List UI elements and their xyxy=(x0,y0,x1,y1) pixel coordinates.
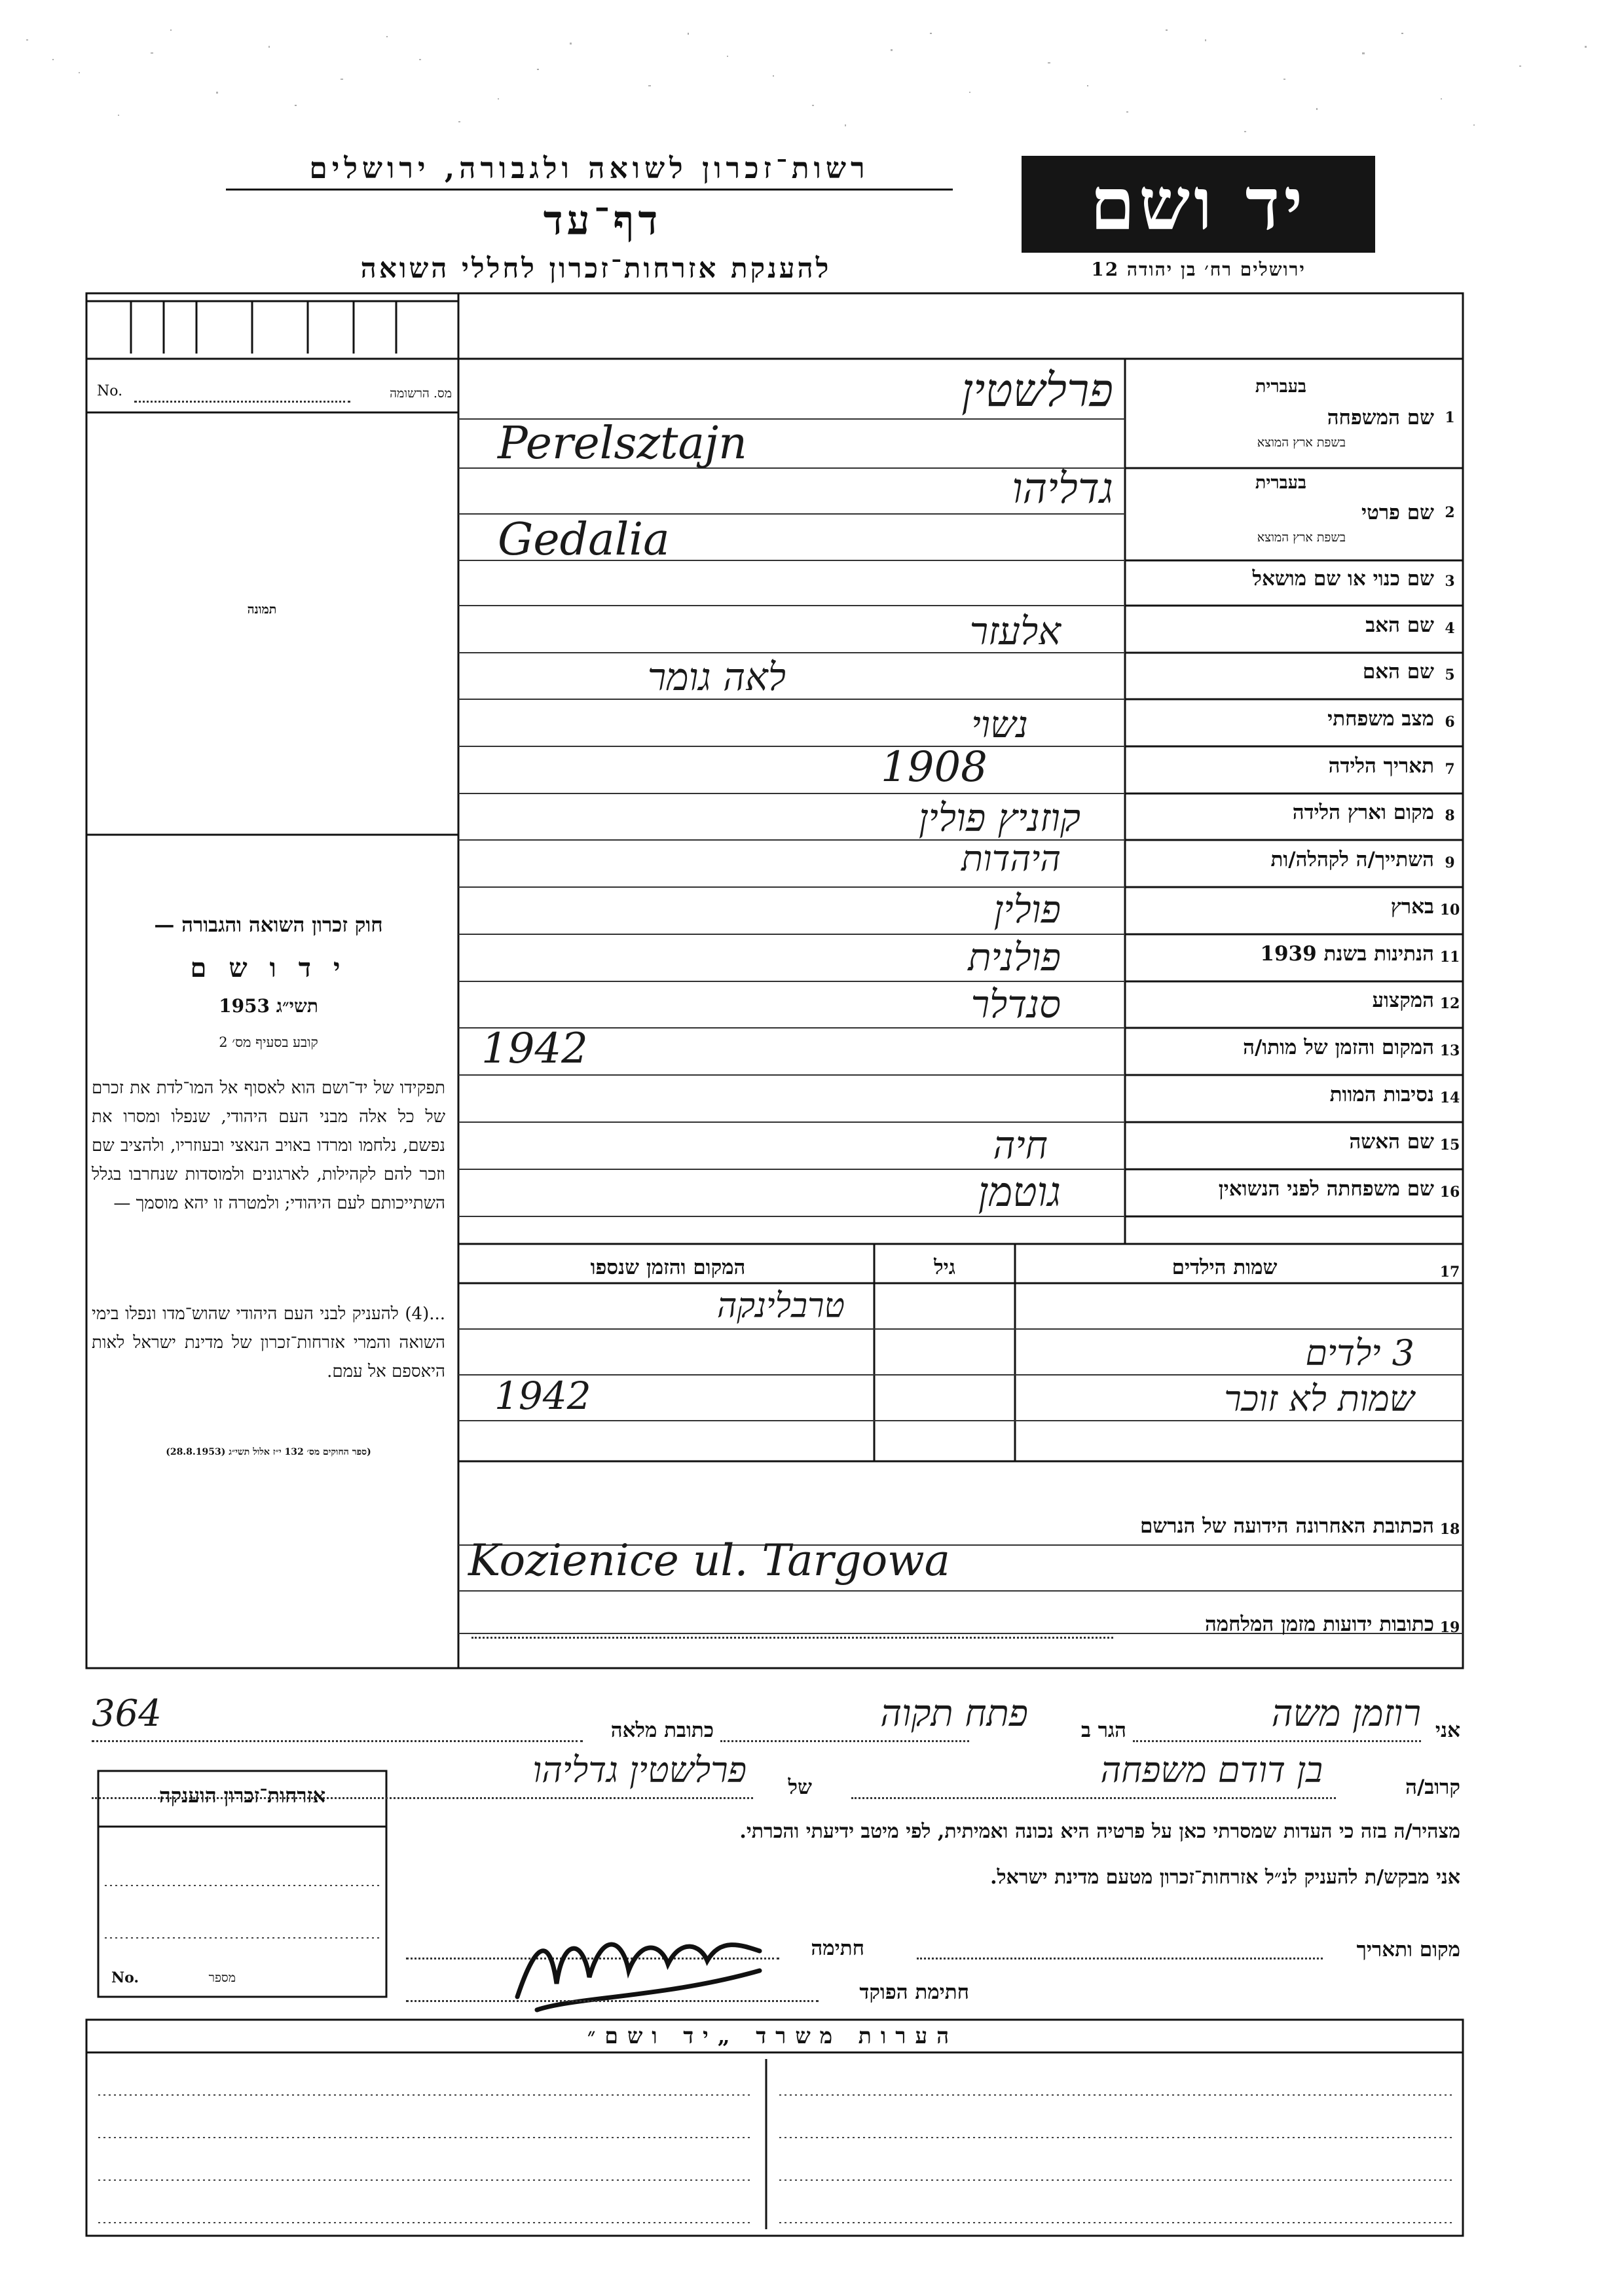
declarant-address-value: 364 xyxy=(92,1692,162,1735)
field-number-19: 19 xyxy=(1439,1619,1460,1636)
field-label-profession: המקצוע xyxy=(1372,989,1434,1012)
field-label-marital-status: מצב משפחתי xyxy=(1327,707,1434,731)
declaration-statement: מצהיר/ה בזה כי העדות שמסרתי כאן על פרטיה היא נכונה ואמיתית, לפי מיטב ידיעתי והכרתי. xyxy=(739,1820,1460,1843)
field-label-birth-date: תאריך הלידה xyxy=(1328,754,1434,778)
field-number-2: 2 xyxy=(1445,504,1455,521)
declarant-name-value: רוזמן משה xyxy=(1271,1692,1421,1735)
declarant-i-label: אני xyxy=(1435,1719,1460,1742)
law-year: תשי״ג 1953 xyxy=(219,995,318,1017)
field-label-mother-name: שם האם xyxy=(1362,660,1434,683)
community-value: היהדות xyxy=(961,838,1061,879)
official-signature-line xyxy=(406,2000,819,2002)
field-label-birth-place: מקום וארץ הלידה xyxy=(1292,801,1434,824)
field-label-country: בארץ xyxy=(1390,895,1434,919)
field-label-nickname: שם כנוי או שם מושאל xyxy=(1252,567,1434,591)
law-section: קובע בסעיף מס׳ 2 xyxy=(219,1034,318,1050)
field-sublabel-origin-language-2: בשפת ארץ המוצא xyxy=(1257,530,1346,545)
wartime-address-label: כתובות ידועות מזמן המלחמה xyxy=(1204,1613,1434,1636)
death-place-time-value: 1942 xyxy=(481,1025,588,1073)
declaration-request: אני מבקש/ת להעניק לנ״ל אזרחות־זכרון מטעם מדינת ישראל. xyxy=(990,1866,1460,1889)
field-label-first-name: שם פרטי xyxy=(1361,501,1434,524)
photo-label: תמונה xyxy=(247,602,277,617)
children-age-header: גיל xyxy=(934,1256,955,1279)
first-name-hebrew-value: גדליהו xyxy=(1012,465,1113,513)
family-name-origin-value: Perelsztajn xyxy=(498,418,747,469)
handwritten-signature xyxy=(498,1899,786,2030)
field-label-citizenship-1939: הנתינות בשנת 1939 xyxy=(1260,942,1434,966)
family-name-hebrew-value: פרלשטין xyxy=(961,363,1113,417)
official-signature-label: חתימת הפוקד xyxy=(859,1980,969,2004)
field-number-13: 13 xyxy=(1439,1042,1460,1059)
logo-address: ירושלים רח׳ בן יהודה 12 xyxy=(1091,259,1306,280)
first-name-origin-value: Gedalia xyxy=(498,514,670,566)
profession-value: סנדלר xyxy=(970,982,1061,1027)
declarant-city-line xyxy=(720,1740,969,1742)
field-number-9: 9 xyxy=(1445,854,1455,871)
children-names-value: 3 ילדים xyxy=(1305,1332,1414,1374)
field-label-death-place-time: המקום והזמן של מותו/ה xyxy=(1243,1036,1434,1059)
field-label-father-name: שם האב xyxy=(1365,613,1434,637)
form-purpose: להענקת אזרחות־זכרון לחללי השואה xyxy=(360,252,832,284)
field-sublabel-hebrew: בעברית xyxy=(1255,376,1306,397)
law-yad-vashem: י ד ו ש ם xyxy=(190,953,347,983)
birth-place-value: קוזניץ פולין xyxy=(918,795,1080,840)
last-address-label: הכתובת האחרונה הידועה של הנרשם xyxy=(1139,1514,1434,1538)
place-date-label: מקום ותאריך xyxy=(1356,1938,1460,1961)
relative-label: קרוב/ה xyxy=(1405,1776,1460,1799)
field-number-4: 4 xyxy=(1445,620,1455,637)
field-number-10: 10 xyxy=(1439,902,1460,919)
form-title: דף־עד xyxy=(543,196,662,244)
relation-value: בן דודם משפחה xyxy=(1100,1749,1323,1791)
field-number-11: 11 xyxy=(1439,949,1460,966)
citizenship-number-label: מספר xyxy=(208,1971,236,1985)
children-names-value-2: שמות לא זוכר xyxy=(1224,1378,1414,1419)
declarant-name-line xyxy=(1133,1740,1421,1742)
relative-of-value: פרלשטין גדליהו xyxy=(532,1749,747,1791)
declarant-city-value: פתח תקוה xyxy=(880,1692,1028,1735)
children-place-value-2: 1942 xyxy=(494,1374,591,1418)
citizenship-granted-label: אזרחות־זכרון הוענקה xyxy=(158,1784,326,1808)
field-label-death-circumstances: נסיבות המוות xyxy=(1329,1083,1434,1106)
field-number-15: 15 xyxy=(1439,1137,1460,1154)
declarant-full-address-label: כתובת מלאה xyxy=(610,1719,714,1742)
marital-status-value: נשוי xyxy=(971,704,1028,746)
maiden-name-value: גוטמן xyxy=(978,1168,1061,1216)
field-number-17: 17 xyxy=(1439,1264,1460,1281)
field-number-6: 6 xyxy=(1445,714,1455,731)
law-source: (ספר החוקים מס׳ 132 י״ז אלול תשי״ג (28.8.1953) xyxy=(166,1447,371,1457)
father-name-value: אלעזר xyxy=(969,609,1061,653)
birth-date-value: 1908 xyxy=(881,743,987,792)
place-date-line xyxy=(917,1958,1323,1959)
field-label-wife-name: שם האשה xyxy=(1349,1130,1434,1154)
children-place-header: המקום והזמן שנספו xyxy=(590,1256,746,1279)
relative-of-label: של xyxy=(788,1776,812,1799)
wife-name-value: חיה xyxy=(993,1123,1048,1167)
signature-label: חתימה xyxy=(811,1937,864,1960)
field-number-3: 3 xyxy=(1445,573,1455,590)
field-number-8: 8 xyxy=(1445,807,1455,824)
children-names-header: שמות הילדים xyxy=(1172,1256,1278,1279)
declarant-resides-label: הגר ב xyxy=(1080,1719,1126,1742)
mother-name-value: לאה גומר xyxy=(647,655,786,699)
field-sublabel-hebrew-2: בעברית xyxy=(1255,473,1306,493)
field-sublabel-origin-language: בשפת ארץ המוצא xyxy=(1257,435,1346,450)
law-paragraph-2: ...(4) להעניק לבני העם היהודי שהוש־מדו ונפלו בימי השואה והמרי אזרחות־זכרון של מדינת ישראל לאות היאספם אל עמם. xyxy=(92,1304,445,1381)
field-number-18: 18 xyxy=(1439,1521,1460,1538)
citizenship-1939-value: פולנית xyxy=(968,935,1061,979)
registration-no-prefix: No. xyxy=(97,383,123,399)
field-label-maiden-name: שם משפחתה לפני הנשואין xyxy=(1218,1177,1434,1201)
field-number-12: 12 xyxy=(1439,995,1460,1012)
declarant-address-line xyxy=(92,1740,583,1742)
office-notes-title: הערות משרד „יד ושם״ xyxy=(587,2023,959,2049)
country-value: פולין xyxy=(993,887,1061,932)
citizenship-no-prefix: No. xyxy=(111,1969,139,1986)
field-number-14: 14 xyxy=(1439,1089,1460,1106)
registration-number-line xyxy=(134,401,350,403)
registration-number-label: מס. הרשומה xyxy=(390,386,452,401)
last-address-value: Kozienice ul. Targowa xyxy=(468,1535,951,1586)
children-place-value: טרבלינקה xyxy=(716,1286,845,1326)
relation-line xyxy=(851,1797,1336,1799)
wartime-address-line xyxy=(471,1637,1113,1639)
field-number-16: 16 xyxy=(1439,1184,1460,1201)
law-title: חוק זכרון השואה והגבורה — xyxy=(154,913,383,937)
field-number-5: 5 xyxy=(1445,666,1455,683)
organization-name: רשות־זכרון לשואה ולגבורה, ירושלים xyxy=(309,152,870,185)
field-label-family-name: שם המשפחה xyxy=(1327,406,1434,429)
yad-vashem-logo: יד ושם xyxy=(1022,156,1375,253)
field-label-community: השתייך/ה לקהלה/ות xyxy=(1270,848,1434,871)
field-number-7: 7 xyxy=(1445,761,1455,778)
law-paragraph-1: תפקידו של יד־ושם הוא לאסוף אל המו־לדת את זכרם של כל אלה מבני העם היהודי, שנפלו ומסרו את נפשם, נלחמו ומרדו באויב הנאצי ובעוזריו, ולהציב שם וזכר להם לקהילות, לארגונים ולמוסדות שנחרבו בגלל השתייכותם לעם היהודי; ולמטרה זו יהא מוסמך — xyxy=(92,1078,445,1213)
field-number-1: 1 xyxy=(1445,409,1455,426)
